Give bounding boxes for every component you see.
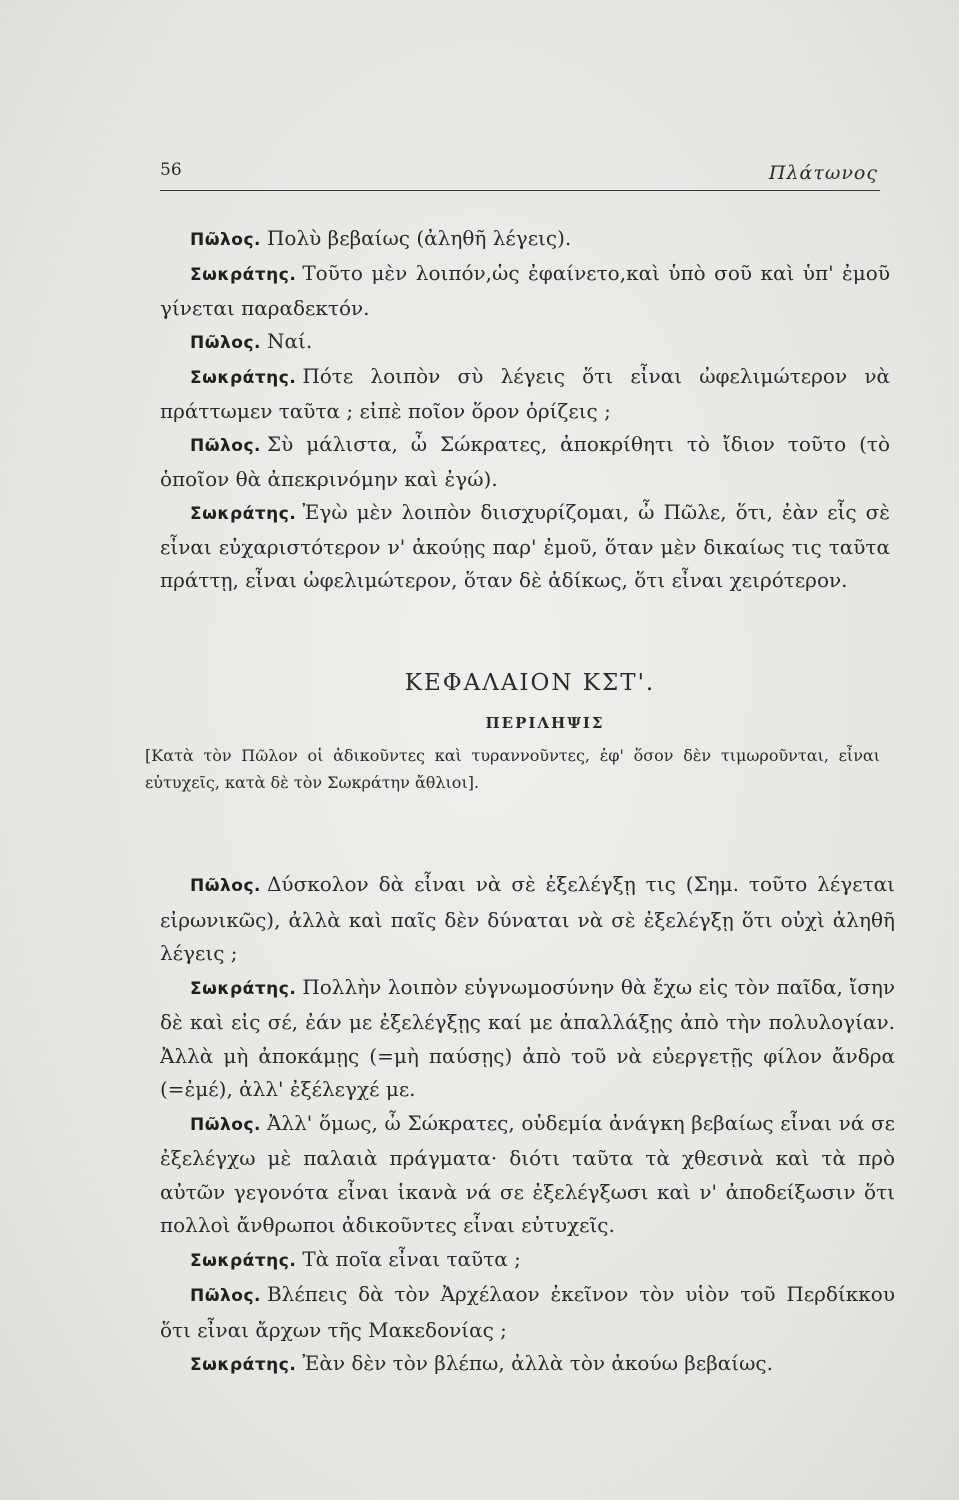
speaker-name: Σωκράτης. bbox=[190, 1250, 297, 1271]
dialogue-line bbox=[160, 1347, 895, 1383]
dialogue-top bbox=[160, 222, 890, 597]
dialogue-text: Πότε λοιπὸν σὺ λέγεις ὅτι εἶναι ὠφελιμώτερον νὰ πράττωμεν ταῦτα ; εἰπὲ ποῖον ὅρον ὁρίζεις ; bbox=[160, 364, 890, 423]
dialogue-text: Πολὺ βεβαίως (ἀληθῆ λέγεις). bbox=[266, 226, 572, 250]
chapter-subtitle: ΠΕΡΙΛΗΨΙΣ bbox=[485, 714, 605, 732]
speaker-name: Σωκράτης. bbox=[190, 1355, 297, 1375]
speaker-name: Πῶλος. bbox=[190, 1286, 261, 1306]
chapter-summary: [Κατὰ τὸν Πῶλον οἱ ἀδικοῦντες καὶ τυραννοῦντες, ἐφ' ὅσον δὲν τιμωροῦνται, εἶναι εὐτυχεῖς, κατὰ δὲ τὸν Σωκράτην ἄθλιοι]. bbox=[145, 746, 880, 792]
dialogue-text: Σὺ μάλιστα, ὦ Σώκρατες, ἀποκρίθητι τὸ ἴδιον τοῦτο (τὸ ὁποῖον θὰ ἀπεκρινόμην καὶ ἐγώ). bbox=[160, 432, 890, 491]
dialogue-text: Τοῦτο μὲν λοιπόν,ὡς ἐφαίνετο,καὶ ὑπὸ σοῦ καὶ ὑπ' ἐμοῦ γίνεται παραδεκτόν. bbox=[160, 261, 890, 320]
speaker-name: Πῶλος. bbox=[190, 876, 261, 896]
dialogue-line bbox=[160, 868, 895, 971]
dialogue-line bbox=[160, 325, 890, 360]
dialogue-line bbox=[160, 1107, 895, 1243]
speaker-name: Πῶλος. bbox=[190, 230, 261, 250]
running-head: Πλάτωνος bbox=[768, 162, 878, 184]
dialogue-line bbox=[160, 1278, 895, 1347]
chapter-heading bbox=[140, 670, 890, 796]
dialogue-line bbox=[160, 971, 895, 1107]
dialogue-text: Ἐγὼ μὲν λοιπὸν διισχυρίζομαι, ὦ Πῶλε, ὅτι, ἐὰν εἷς σὲ εἶναι εὐχαριστότερον ν' ἀκούῃς παρ' ἐμοῦ, ὅταν μὲν δικαίως τις ταῦτα πράττῃ, εἶναι ὠφελιμώτερον, ὅταν δὲ ἀδίκως, ὅτι εἶναι χειρότερον. bbox=[160, 500, 890, 592]
dialogue-text: Τὰ ποῖα εἶναι ταῦτα ; bbox=[302, 1246, 521, 1271]
dialogue-text: Ἐὰν δὲν τὸν βλέπω, ἀλλὰ τὸν ἀκούω βεβαίως. bbox=[302, 1351, 773, 1375]
speaker-name: Σωκράτης. bbox=[190, 978, 297, 999]
speaker-name: Σωκράτης. bbox=[190, 504, 297, 524]
page-header bbox=[160, 158, 880, 191]
dialogue-line bbox=[160, 1243, 895, 1279]
speaker-name: Σωκράτης. bbox=[190, 368, 297, 388]
dialogue-line bbox=[160, 360, 890, 428]
dialogue-text: Βλέπεις δὰ τὸν Ἀρχέλαον ἐκεῖνον τὸν υἱὸν τοῦ Περδίκκου ὅτι εἶναι ἄρχων τῆς Μακεδονίας ; bbox=[160, 1282, 895, 1342]
dialogue-text: Πολλὴν λοιπὸν εὐγνωμοσύνην θὰ ἔχω εἰς τὸν παῖδα, ἴσην δὲ καὶ εἰς σέ, ἐάν με ἐξελέγξῃς καί με ἀπαλλάξῃς ἀπὸ τὴν πολυλογίαν. Ἀλλὰ μὴ ἀποκάμῃς (=μὴ παύσῃς) ἀπὸ τοῦ νὰ εὐεργετῇς φίλον ἄνδρα (=ἐμέ), ἀλλ' ἐξέλεγχέ με. bbox=[160, 974, 895, 1101]
dialogue-line bbox=[160, 257, 890, 325]
dialogue-text: Ἀλλ' ὅμως, ὦ Σώκρατες, οὐδεμία ἀνάγκη βεβαίως εἶναι νά σε ἐξελέγχω μὲ παλαιὰ πράγματα· διότι ταῦτα τὰ χθεσινὰ καὶ τὰ πρὸ αὐτῶν γεγονότα εἶναι ἱκανὰ νά σε ἐξελέγξωσι καὶ ν' ἀποδείξωσιν ὅτι πολλοὶ ἄνθρωποι ἀδικοῦντες εἶναι εὐτυχεῖς. bbox=[160, 1110, 895, 1237]
speaker-name: Πῶλος. bbox=[190, 436, 261, 456]
speaker-name: Πῶλος. bbox=[190, 333, 261, 353]
dialogue-line bbox=[160, 496, 890, 597]
dialogue-bottom bbox=[160, 868, 895, 1383]
dialogue-text: Δύσκολον δὰ εἶναι νὰ σὲ ἐξελέγξῃ τις (Σημ. τοῦτο λέγεται εἰρωνικῶς), ἀλλὰ καὶ παῖς δὲν δύναται νὰ σὲ ἐξελέγξῃ ὅτι οὐχὶ ἀληθῆ λέγεις ; bbox=[160, 872, 895, 965]
speaker-name: Σωκράτης. bbox=[190, 265, 297, 285]
dialogue-text: Ναί. bbox=[266, 329, 313, 353]
chapter-title: ΚΕΦΑΛΑΙΟΝ ΚΣΤ'. bbox=[404, 670, 656, 696]
page-number: 56 bbox=[160, 160, 182, 180]
dialogue-line bbox=[160, 428, 890, 496]
dialogue-line bbox=[160, 222, 890, 257]
speaker-name: Πῶλος. bbox=[190, 1114, 261, 1135]
